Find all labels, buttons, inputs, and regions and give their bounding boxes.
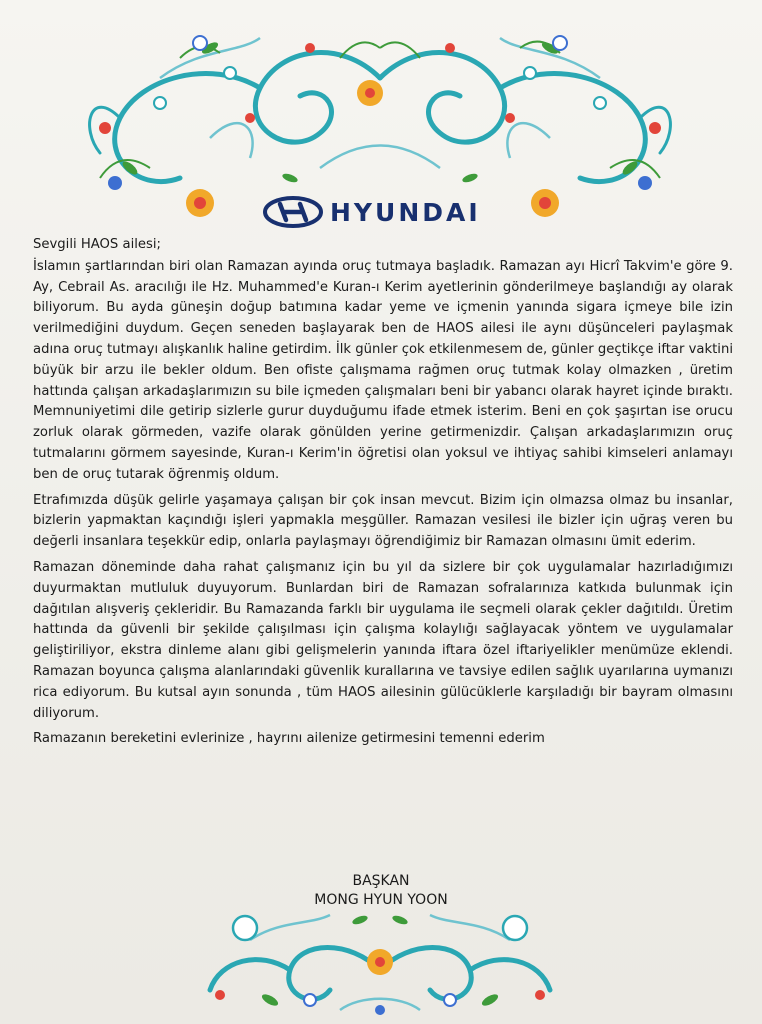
logo-text: HYUNDAI	[330, 197, 481, 227]
paragraph-1: İslamın şartlarından biri olan Ramazan ayında oruç tutmaya başladık. Ramazan ayı Hicrî Takvim'e göre 9. Ay, Cebrail As. aracılığı ile Hz. Muhammed'e Kuran-ı Kerim ayetlerinin gönderilmeye başlandığı ay olarak biliyorum. Bu ayda güneşin doğup batımına kadar yeme ve içmenin yanında sigara içmeye bile izin verilmediğini duydum. Geçen seneden başlayarak ben de HAOS ailesi ile aynı düşünceleri paylaşmak adına oruç tutmayı alışkanlık haline getirdim. İlk günler çok etkilenmesem de, günler geçtikçe iftar vaktini büyük bir arzu ile bekler oldum. Ben ofiste çalışmama rağmen oruç tutmak kolay olmazken , üretim hattında çalışan arkadaşlarımızın su bile içmeden çalışmaları beni bir yabancı olarak hayret içinde bıraktı. Memnuniyetimi dile getirip sizlerle gurur duyduğumu ifade etmek isterim. Beni en çok şaşırtan ise orucu zorluk olarak görmeden, vazife olarak gönülden yerine getirmenizdir. Çalışan arkadaşlarımızın oruç tutmalarını görmem sayesinde, Kuran-ı Kerim'in öğretisi olan yoksul ve ihtiyaç sahibi kimseleri anlamayı ben de oruç tutarak öğrenmiş oldum.	[33, 258, 733, 482]
paragraph-2: Etrafımızda düşük gelirle yaşamaya çalışan bir çok insan mevcut. Bizim için olmazsa olmaz bu insanlar, bizlerin yapmaktan kaçındığı işleri yapmakla meşgüller. Ramazan vesilesi ile bizler için uğraş veren bu değerli insanlara teşekkür edip, onlarla paylaşmayı öğrendiğimiz bir Ramazan olmasını ümit ederim.	[33, 492, 733, 550]
letter-body	[33, 235, 733, 755]
signature-title: BAŞKAN	[352, 873, 410, 889]
hyundai-logo	[262, 190, 492, 234]
paragraph-4: Ramazanın bereketini evlerinize , hayrını ailenize getirmesini temenni ederim	[33, 731, 545, 747]
paragraph-3: Ramazan döneminde daha rahat çalışmanız için bu yıl da sizlere bir çok uygulamalar hazırladığımızı duyurmaktan mutluluk duyuyorum. Bunlardan biri de Ramazan sofralarınıza katkıda bulunmak için dağıtılan alışveriş çekleridir. Bu Ramazanda farklı bir uygulama ile seçmeli olarak çekler dağıtıldı. Üretim hattında da güvenli bir şekilde çalışılması için çalışma kolaylığı sağlayacak yöntem ve uygulamalar geliştiriliyor, ekstra dinleme alanı gibi gelişmelerin yanında iftara özel iftariyelikler menümüze eklendi. Ramazan boyunca çalışma alanlarındaki güvenlik kurallarına ve tavsiye edilen sağlık uyarılarına uymanızı rica ediyorum. Bu kutsal ayın sonunda , tüm HAOS ailesinin gülücüklerle karşıladığı bir bayram olmasını diliyorum.	[33, 559, 733, 721]
hyundai-logo-icon	[262, 195, 324, 229]
floral-arabesque-bottom-icon	[190, 900, 570, 1024]
signature-name: MONG HYUN YOON	[314, 892, 448, 908]
greeting: Sevgili HAOS ailesi;	[33, 237, 161, 252]
